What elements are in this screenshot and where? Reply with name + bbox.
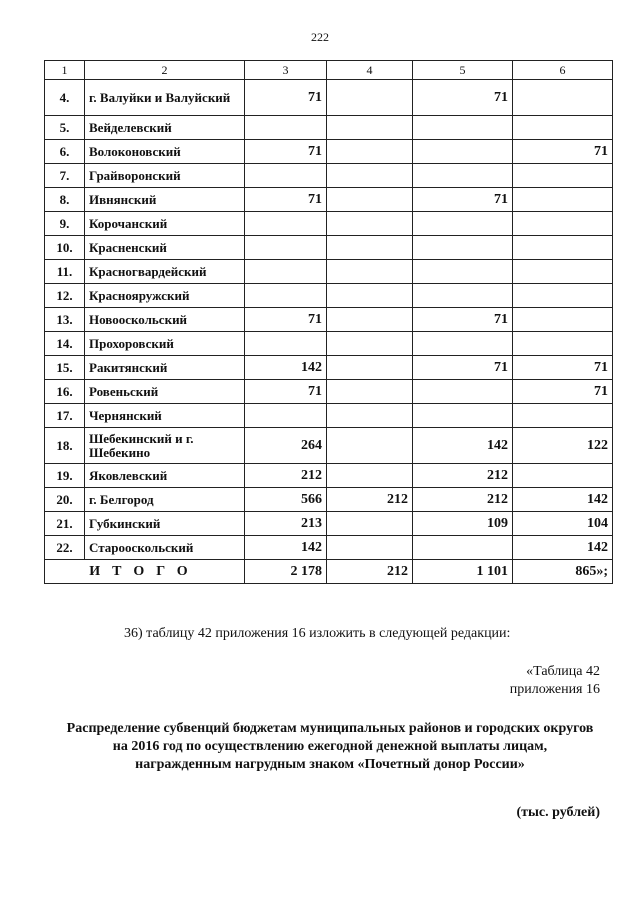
row-col-6: 71	[513, 356, 613, 380]
total-col-5: 1 101	[413, 560, 513, 584]
row-col-3: 71	[245, 140, 327, 164]
row-col-5	[413, 164, 513, 188]
table-row	[45, 536, 613, 560]
row-col-5	[413, 284, 513, 308]
row-col-4	[327, 164, 413, 188]
header-row	[45, 61, 613, 80]
table-reference-line-2: приложения 16	[509, 682, 600, 697]
row-name: Корочанский	[85, 212, 245, 236]
row-col-5: 212	[413, 464, 513, 488]
row-col-5: 212	[413, 488, 513, 512]
row-col-4	[327, 116, 413, 140]
subvention-table	[44, 60, 613, 584]
row-number: 18.	[45, 428, 85, 464]
row-number: 5.	[45, 116, 85, 140]
amendment-paragraph: 36) таблицу 42 приложения 16 изложить в следующей редакции:	[124, 626, 511, 641]
table-row	[45, 512, 613, 536]
row-col-6	[513, 212, 613, 236]
table-row	[45, 488, 613, 512]
row-name: Красногвардейский	[85, 260, 245, 284]
row-name: Ровеньский	[85, 380, 245, 404]
row-col-4	[327, 380, 413, 404]
row-col-6: 71	[513, 380, 613, 404]
row-col-3: 71	[245, 308, 327, 332]
header-col-1: 1	[45, 61, 85, 80]
row-col-3	[245, 164, 327, 188]
row-number: 4.	[45, 80, 85, 116]
row-number: 16.	[45, 380, 85, 404]
row-number: 7.	[45, 164, 85, 188]
total-label: ИТОГО	[45, 560, 245, 584]
row-name: Вейделевский	[85, 116, 245, 140]
table-row	[45, 236, 613, 260]
row-col-6	[513, 308, 613, 332]
table-row	[45, 284, 613, 308]
row-number: 22.	[45, 536, 85, 560]
table-row	[45, 356, 613, 380]
row-col-4	[327, 188, 413, 212]
row-name: Прохоровский	[85, 332, 245, 356]
row-col-4	[327, 464, 413, 488]
row-number: 20.	[45, 488, 85, 512]
table-row	[45, 332, 613, 356]
row-col-6	[513, 404, 613, 428]
row-number: 21.	[45, 512, 85, 536]
row-col-6: 142	[513, 488, 613, 512]
row-col-6	[513, 260, 613, 284]
row-number: 11.	[45, 260, 85, 284]
header-col-5: 5	[413, 61, 513, 80]
total-row	[45, 560, 613, 584]
row-number: 13.	[45, 308, 85, 332]
page-number: 222	[311, 30, 329, 44]
row-col-4	[327, 332, 413, 356]
row-number: 12.	[45, 284, 85, 308]
row-col-6	[513, 236, 613, 260]
table-row	[45, 80, 613, 116]
row-name: Шебекинский и г. Шебекино	[85, 428, 245, 464]
row-number: 14.	[45, 332, 85, 356]
row-col-5: 142	[413, 428, 513, 464]
row-col-5: 71	[413, 356, 513, 380]
row-name: Красненский	[85, 236, 245, 260]
row-col-4	[327, 260, 413, 284]
row-col-3	[245, 404, 327, 428]
row-number: 17.	[45, 404, 85, 428]
row-col-5	[413, 236, 513, 260]
row-col-3	[245, 284, 327, 308]
row-col-6: 142	[513, 536, 613, 560]
row-col-5	[413, 260, 513, 284]
row-col-5	[413, 116, 513, 140]
row-col-5: 71	[413, 308, 513, 332]
row-name: Ракитянский	[85, 356, 245, 380]
row-col-3	[245, 236, 327, 260]
row-col-6	[513, 332, 613, 356]
total-col-4: 212	[327, 560, 413, 584]
units-label: (тыс. рублей)	[516, 805, 600, 820]
header-col-6: 6	[513, 61, 613, 80]
row-col-5	[413, 404, 513, 428]
row-col-3: 566	[245, 488, 327, 512]
row-col-4	[327, 404, 413, 428]
row-col-3: 142	[245, 356, 327, 380]
row-col-3	[245, 260, 327, 284]
row-col-3: 212	[245, 464, 327, 488]
row-name: Чернянский	[85, 404, 245, 428]
row-name: Яковлевский	[85, 464, 245, 488]
row-col-5: 71	[413, 188, 513, 212]
row-name: Новооскольский	[85, 308, 245, 332]
header-col-4: 4	[327, 61, 413, 80]
row-col-4	[327, 212, 413, 236]
row-col-6	[513, 80, 613, 116]
table-row	[45, 404, 613, 428]
table-row	[45, 212, 613, 236]
row-col-4	[327, 140, 413, 164]
row-col-6: 104	[513, 512, 613, 536]
table-reference-line-1: «Таблица 42	[526, 664, 600, 679]
row-col-6	[513, 464, 613, 488]
row-col-3	[245, 116, 327, 140]
row-col-4	[327, 236, 413, 260]
total-col-6: 865»;	[513, 560, 613, 584]
row-col-4	[327, 356, 413, 380]
row-col-6	[513, 284, 613, 308]
row-col-4	[327, 284, 413, 308]
row-col-4: 212	[327, 488, 413, 512]
row-name: г. Белгород	[85, 488, 245, 512]
row-name: Старооскольский	[85, 536, 245, 560]
table-row	[45, 188, 613, 212]
row-name: Волоконовский	[85, 140, 245, 164]
row-col-4	[327, 80, 413, 116]
row-col-6	[513, 164, 613, 188]
row-col-3: 142	[245, 536, 327, 560]
row-name: Краснояружский	[85, 284, 245, 308]
row-col-3	[245, 212, 327, 236]
row-col-5	[413, 332, 513, 356]
row-col-5	[413, 380, 513, 404]
table-row	[45, 428, 613, 464]
row-col-6: 71	[513, 140, 613, 164]
row-col-4	[327, 428, 413, 464]
row-name: Грайворонский	[85, 164, 245, 188]
row-col-3: 71	[245, 380, 327, 404]
row-number: 8.	[45, 188, 85, 212]
row-col-5: 109	[413, 512, 513, 536]
table-row	[45, 140, 613, 164]
row-number: 10.	[45, 236, 85, 260]
row-col-3: 213	[245, 512, 327, 536]
row-col-6: 122	[513, 428, 613, 464]
table-row	[45, 464, 613, 488]
row-col-4	[327, 308, 413, 332]
row-name: г. Валуйки и Валуйский	[85, 80, 245, 116]
table-row	[45, 308, 613, 332]
row-name: Губкинский	[85, 512, 245, 536]
row-col-5	[413, 536, 513, 560]
table-row	[45, 380, 613, 404]
row-number: 9.	[45, 212, 85, 236]
row-col-3: 71	[245, 80, 327, 116]
row-number: 15.	[45, 356, 85, 380]
row-col-5	[413, 140, 513, 164]
row-number: 19.	[45, 464, 85, 488]
table-row	[45, 260, 613, 284]
row-col-6	[513, 116, 613, 140]
row-col-3: 71	[245, 188, 327, 212]
row-col-3	[245, 332, 327, 356]
header-col-2: 2	[85, 61, 245, 80]
table-reference	[510, 663, 600, 699]
row-number: 6.	[45, 140, 85, 164]
row-col-5: 71	[413, 80, 513, 116]
row-col-3: 264	[245, 428, 327, 464]
row-col-6	[513, 188, 613, 212]
header-col-3: 3	[245, 61, 327, 80]
row-col-4	[327, 536, 413, 560]
table-heading: Распределение субвенций бюджетам муниципальных районов и городских округов на 2016 год по осуществлению ежегодной денежной выплаты лицам, награжденным нагрудным знаком «Почетный донор России»	[66, 721, 594, 772]
table-row	[45, 116, 613, 140]
row-col-5	[413, 212, 513, 236]
row-col-4	[327, 512, 413, 536]
table-row	[45, 164, 613, 188]
total-col-3: 2 178	[245, 560, 327, 584]
row-name: Ивнянский	[85, 188, 245, 212]
